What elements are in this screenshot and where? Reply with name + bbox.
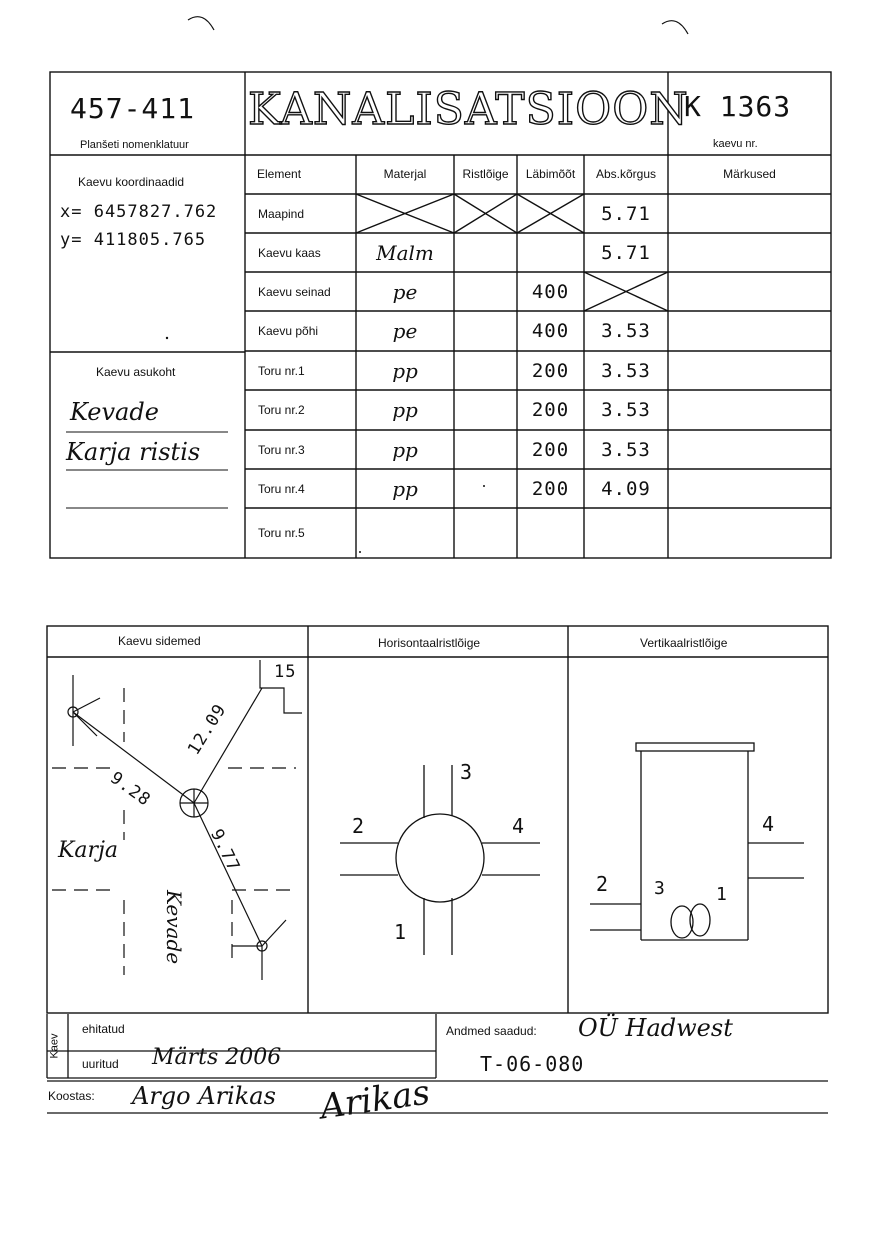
horizontal-pipe-1: 1 (394, 920, 408, 944)
notes-cell (668, 469, 831, 508)
table-header-1: Element (257, 167, 302, 181)
table-header-5: Abs.kõrgus (595, 167, 657, 181)
vertical-pipe-2: 2 (596, 872, 610, 896)
footer-side-label: Kaev (48, 1033, 61, 1059)
cross-section-cell (454, 351, 517, 390)
vertical-pipe-3: 3 (654, 878, 666, 899)
height-cell: 3.53 (601, 359, 651, 382)
element-cell: Toru nr.3 (258, 442, 305, 457)
cross-section-cell (454, 430, 517, 469)
material-cell (356, 508, 454, 558)
ties-dist-3: 9.77 (206, 826, 244, 876)
ties-top-label: 15 (274, 662, 297, 682)
coordinates-label: Kaevu koordinaadid (78, 175, 185, 189)
material-cell: pe (392, 318, 418, 343)
table-header-6: Märkused (723, 167, 776, 181)
footer-lines (0, 1010, 874, 1130)
element-cell: Kaevu kaas (258, 245, 321, 260)
nomenclature-value: 457-411 (70, 92, 196, 125)
vertical-pipe-4: 4 (762, 812, 776, 836)
cross-section-cell (454, 194, 517, 233)
height-cell: 3.53 (601, 399, 651, 421)
ties-dist-1: 12.09 (184, 700, 231, 759)
cross-section-cell (454, 390, 517, 430)
footer-data-label: Andmed saadud: (446, 1024, 537, 1038)
diameter-cell (517, 508, 584, 558)
notes-cell (668, 508, 831, 558)
coordinate-y: y= 411805.765 (60, 230, 207, 250)
footer-data-value2: T-06-080 (480, 1052, 585, 1076)
diameter-cell: 200 (531, 438, 570, 461)
footer-surveyed-label: uuritud (82, 1057, 119, 1071)
diameter-cell: 200 (531, 359, 570, 382)
diameter-cell: 400 (531, 280, 570, 303)
ties-street-1: Karja (58, 838, 119, 863)
footer-built-label: ehitatud (82, 1022, 125, 1036)
element-cell: Kaevu seinad (258, 284, 331, 299)
horizontal-label: Horisontaalristlõige (378, 636, 481, 650)
ties-dist-2: 9.28 (106, 768, 155, 811)
notes-cell (668, 311, 831, 350)
material-cell: pe (392, 279, 418, 304)
location-line2: Karja ristis (66, 438, 201, 466)
material-cell: Malm (376, 240, 434, 265)
horizontal-pipe-4: 4 (512, 814, 526, 838)
coordinate-x: x= 6457827.762 (60, 202, 218, 222)
diameter-cell: 400 (531, 319, 570, 342)
element-cell: Toru nr.4 (258, 481, 305, 496)
element-cell: Toru nr.5 (258, 526, 305, 540)
material-cell (356, 194, 454, 233)
height-cell: 3.53 (601, 438, 651, 461)
horizontal-section (340, 765, 540, 955)
table-header-2: Materjal (383, 167, 427, 181)
vertical-pipe-1: 1 (716, 884, 728, 905)
well-number-label: kaevu nr. (713, 138, 758, 150)
height-cell (584, 508, 668, 558)
material-cell: pp (392, 358, 418, 383)
material-cell: pp (392, 437, 418, 462)
signature: Arikas (317, 1072, 433, 1128)
diameter-cell: 200 (531, 477, 570, 500)
notes-cell (668, 351, 831, 390)
table-header-4: Läbimõõt (525, 167, 576, 181)
notes-cell (668, 430, 831, 469)
element-cell: Toru nr.2 (258, 403, 305, 417)
well-number-value: K 1363 (684, 90, 792, 123)
footer-surveyed-value: Märts 2006 (152, 1045, 282, 1070)
notes-cell (668, 272, 831, 311)
footer-compiled-label: Koostas: (48, 1089, 95, 1103)
ties-label: Kaevu sidemed (118, 634, 201, 648)
location-line1: Kevade (70, 398, 159, 426)
nomenclature-label: Planšeti nomenklatuur (80, 139, 189, 151)
location-label: Kaevu asukoht (96, 365, 176, 379)
diameter-cell: 200 (531, 399, 570, 421)
vertical-section (590, 743, 804, 940)
element-cell: Toru nr.1 (258, 363, 305, 378)
height-cell (584, 272, 668, 311)
cross-section-cell (454, 233, 517, 272)
diameter-cell (517, 194, 584, 233)
element-cell: Maapind (258, 206, 305, 221)
height-cell: 3.53 (601, 319, 651, 342)
height-cell: 4.09 (601, 477, 651, 500)
horizontal-pipe-2: 2 (352, 814, 366, 838)
cross-section-cell (454, 311, 517, 350)
horizontal-pipe-3: 3 (460, 760, 474, 784)
table-header-3: Ristlõige (462, 167, 509, 181)
footer-data-value1: OÜ Hadwest (578, 1014, 733, 1042)
diagram-panels (0, 600, 874, 1020)
ties-street-2: Kevade (162, 890, 186, 965)
material-cell: pp (392, 398, 418, 422)
element-cell: Kaevu põhi (258, 323, 319, 338)
footer-compiled-value: Argo Arikas (132, 1082, 276, 1110)
height-cell: 5.71 (601, 202, 651, 225)
form-title: KANALISATSIOON (248, 84, 689, 135)
cross-section-cell (454, 508, 517, 558)
cross-section-cell (454, 272, 517, 311)
material-cell: pp (392, 476, 418, 501)
cross-section-cell (454, 469, 517, 508)
diameter-cell (517, 233, 584, 272)
vertical-label: Vertikaalristlõige (640, 636, 728, 650)
notes-cell (668, 390, 831, 430)
notes-cell (668, 233, 831, 272)
notes-cell (668, 194, 831, 233)
height-cell: 5.71 (601, 241, 651, 264)
